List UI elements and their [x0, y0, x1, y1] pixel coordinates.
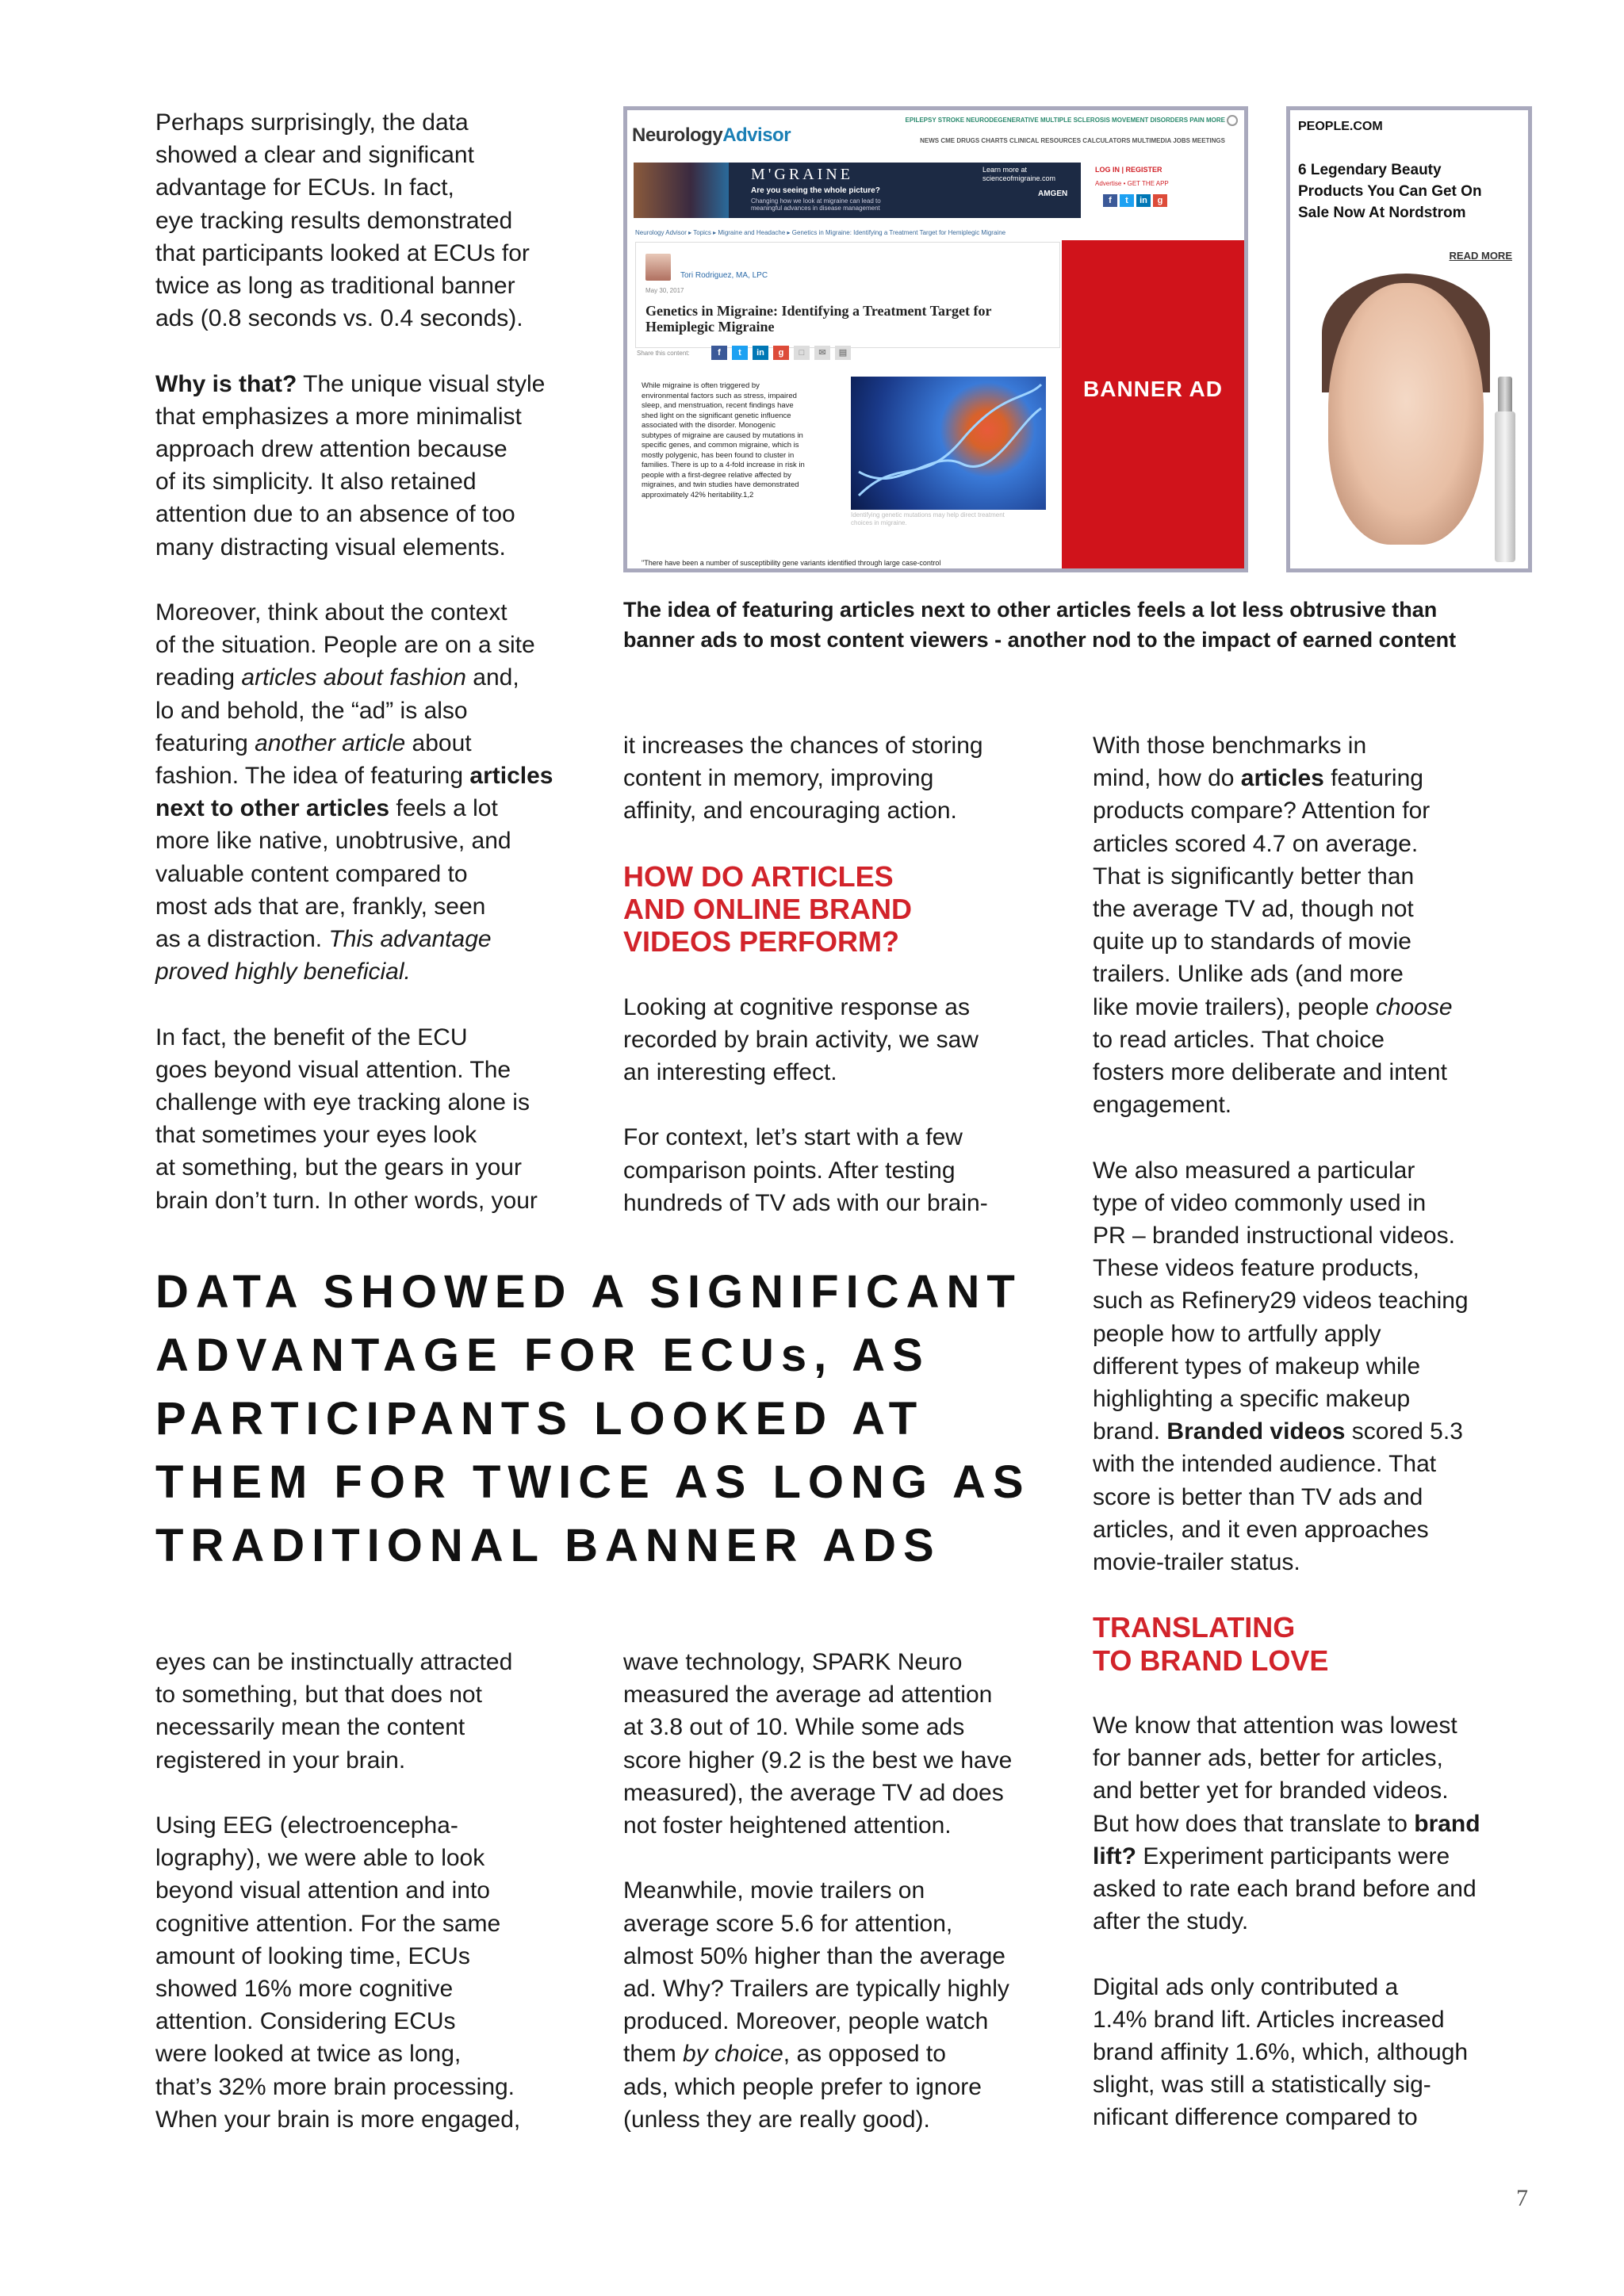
facebook-icon: f	[711, 346, 727, 360]
paragraph: We know that attention was lowest for banner ads, better for articles, and better yet for branded videos. But how does that translate to brand lift? Experiment participants were asked to rate each brand before and after the study.	[1093, 1712, 1480, 1935]
promo-brand: AMGEN	[1038, 189, 1068, 198]
article-title: Genetics in Migraine: Identifying a Treatment Target for Hemiplegic Migraine	[645, 303, 992, 335]
people-ad	[1286, 106, 1532, 572]
paragraph: Looking at cognitive response as recorded by brain activity, we saw an interesting effect.	[623, 993, 979, 1085]
share-icons	[711, 345, 856, 360]
promo-image	[634, 163, 729, 218]
column-mid-top	[623, 729, 1067, 1219]
banner-ad	[1062, 240, 1244, 568]
promo-banner	[634, 163, 1081, 218]
paragraph: With those benchmarks in mind, how do articles featuring products compare? Attention for articles scored 4.7 on average. That is significantly better than the average TV ad, though not quite up to standards of movie trailers. Unlike ads (and more like movie trailers), people choose to read articles. That choice fosters more deliberate and intent engagement.	[1093, 733, 1453, 1119]
bottle-cap	[1498, 377, 1512, 415]
article-header	[635, 242, 1060, 348]
paragraph: Meanwhile, movie trailers on average score 5.6 for attention, almost 50% higher than the average ad. Why? Trailers are typically highly produced. Moreover, people watch them by choice, as opposed to ads, which people prefer to ignore (unless they are really good).	[623, 1877, 1009, 2133]
linkedin-icon: in	[753, 346, 768, 360]
column-left-bottom	[155, 1646, 599, 2136]
promo-small: Changing how we look at migraine can lead to meaningful advances in disease management	[751, 197, 881, 212]
avatar	[645, 254, 671, 281]
paragraph: In fact, the benefit of the ECU goes beyond visual attention. The challenge with eye tracking alone is that sometimes your eyes look at something, but the gears in your brain don’t turn. In other words, your	[155, 1024, 538, 1214]
print-icon: ▤	[835, 346, 851, 360]
paragraph: Using EEG (electroencepha- lography), we were able to look beyond visual attention and into cognitive attention. For the same amount of looking time, ECUs showed 16% more cognitive attention. Considering ECUs were looked at twice as long, that’s 32% more brain processing. When your brain is more engaged,	[155, 1812, 521, 2133]
linkedin-icon: in	[1136, 194, 1151, 207]
twitter-icon: t	[1120, 194, 1134, 207]
comment-icon: □	[794, 346, 810, 360]
social-icons	[1103, 193, 1170, 207]
paragraph: Moreover, think about the context of the situation. People are on a site reading articles about fashion and, lo and behold, the “ad” is also featuring another article about fashion. The idea of featuring articles next to other articles feels a lot more like native, unobtrusive, and valuable content compared to most ads that are, frankly, seen as a distraction. This advantage proved highly beneficial.	[155, 599, 553, 985]
googleplus-icon: g	[1153, 194, 1167, 207]
paragraph: it increases the chances of storing content in memory, improving affinity, and encouraging action.	[623, 733, 983, 825]
page-number: 7	[1516, 2185, 1528, 2211]
footnote: "There have been a number of susceptibility gene variants identified through large case-control	[642, 559, 941, 567]
people-brand: PEOPLE.COM	[1298, 120, 1383, 133]
nav-bottom: NEWS CME DRUGS CHARTS CLINICAL RESOURCES CALCULATORS MULTIMEDIA JOBS MEETINGS	[920, 137, 1225, 144]
dna-helix-icon	[851, 377, 1046, 510]
search-icon	[1227, 115, 1238, 126]
column-right	[1093, 729, 1537, 2134]
date: May 30, 2017	[645, 287, 684, 294]
paragraph: wave technology, SPARK Neuro measured the average ad attention at 3.8 out of 10. While some ads score higher (9.2 is the best we have measured), the average TV ad does not foster heightened attention.	[623, 1649, 1013, 1839]
nav-top: EPILEPSY STROKE NEURODEGENERATIVE MULTIPLE SCLEROSIS MOVEMENT DISORDERS PAIN MORE	[905, 117, 1225, 124]
email-icon: ✉	[814, 346, 830, 360]
paragraph: Perhaps surprisingly, the data showed a clear and significant advantage for ECUs. In fact, eye tracking results demonstrated that participants looked at ECUs for twice as long as traditional banner ads (0.8 seconds vs. 0.4 seconds).	[155, 109, 530, 332]
share-label: Share this content:	[637, 350, 690, 357]
advertise-link: Advertise • GET THE APP	[1095, 180, 1169, 187]
product-bottle	[1495, 411, 1515, 562]
author: Tori Rodriguez, MA, LPC	[680, 271, 768, 280]
promo-sub: Are you seeing the whole picture?	[751, 186, 880, 195]
facebook-icon: f	[1103, 194, 1117, 207]
twitter-icon: t	[732, 346, 748, 360]
promo-right: Learn more at scienceofmigraine.com	[982, 166, 1056, 182]
brain-image	[851, 377, 1046, 510]
pull-quote: DATA SHOWED A SIGNIFICANT ADVANTAGE FOR ECUs, AS PARTICIPANTS LOOKED AT THEM FOR TWICE AS LONG AS TRADITIONAL BANNER ADS	[155, 1266, 1031, 1571]
people-headline: 6 Legendary Beauty Products You Can Get On Sale Now At Nordstrom	[1298, 162, 1482, 221]
section-heading: TRANSLATING TO BRAND LOVE	[1093, 1611, 1329, 1677]
site-logo: NeurologyAdvisor	[632, 124, 791, 146]
paragraph: eyes can be instinctually attracted to something, but that does not necessarily mean the content registered in your brain.	[155, 1649, 513, 1774]
article-body: While migraine is often triggered by environmental factors such as stress, impaired sleep, and menstruation, recent findings have shed light on the significant genetic influence associated with the disorder. Monogenic subtypes of migraine are caused by mutations in specific genes, and common migraine, which is mostly polygenic, has been found to cluster in families. There is up to a 4-fold increase in risk in people with a first-degree relative affected by migraines, and twin studies have demonstrated approximately 42% heritability.1,2	[642, 381, 805, 499]
figure-caption: The idea of featuring articles next to other articles feels a lot less obtrusive than banner ads to most content viewers - another nod to the impact of earned content	[623, 598, 1457, 652]
article-screenshot	[623, 106, 1248, 572]
paragraph: We also measured a particular type of video commonly used in PR – branded instructional videos. These videos feature products, such as Refinery29 videos teaching people how to artfully apply different types of makeup while highlighting a specific makeup brand. Branded videos scored 5.3 with the intended audience. That score is better than TV ads and articles, and it even approaches movie-trailer status.	[1093, 1157, 1469, 1576]
promo-title: M'GRAINE	[751, 166, 853, 183]
breadcrumb: Neurology Advisor ▸ Topics ▸ Migraine and Headache ▸ Genetics in Migraine: Identifying a Treatment Target for Hemiplegic Migraine	[635, 229, 1006, 236]
read-more-link: READ MORE	[1449, 250, 1512, 262]
banner-label: BANNER AD	[1083, 377, 1223, 401]
paragraph: Why is that? The unique visual style that emphasizes a more minimalist approach drew attention because of its simplicity. It also retained attention due to an absence of too many distracting visual elements.	[155, 370, 546, 561]
model-face-image	[1328, 283, 1484, 545]
section-heading: HOW DO ARTICLES AND ONLINE BRAND VIDEOS PERFORM?	[623, 859, 912, 959]
paragraph: Digital ads only contributed a 1.4% brand lift. Articles increased brand affinity 1.6%, which, although slight, was still a statistically sig- nificant difference compared to	[1093, 1973, 1469, 2131]
site-nav	[632, 117, 1239, 163]
googleplus-icon: g	[773, 346, 789, 360]
column-left-top	[155, 106, 599, 1217]
column-mid-bottom	[623, 1646, 1067, 2136]
paragraph: For context, let’s start with a few comparison points. After testing hundreds of TV ads with our brain-	[623, 1124, 988, 1216]
image-caption: Identifying genetic mutations may help direct treatment choices in migraine.	[851, 511, 1005, 526]
login-link: LOG IN | REGISTER	[1095, 166, 1162, 174]
